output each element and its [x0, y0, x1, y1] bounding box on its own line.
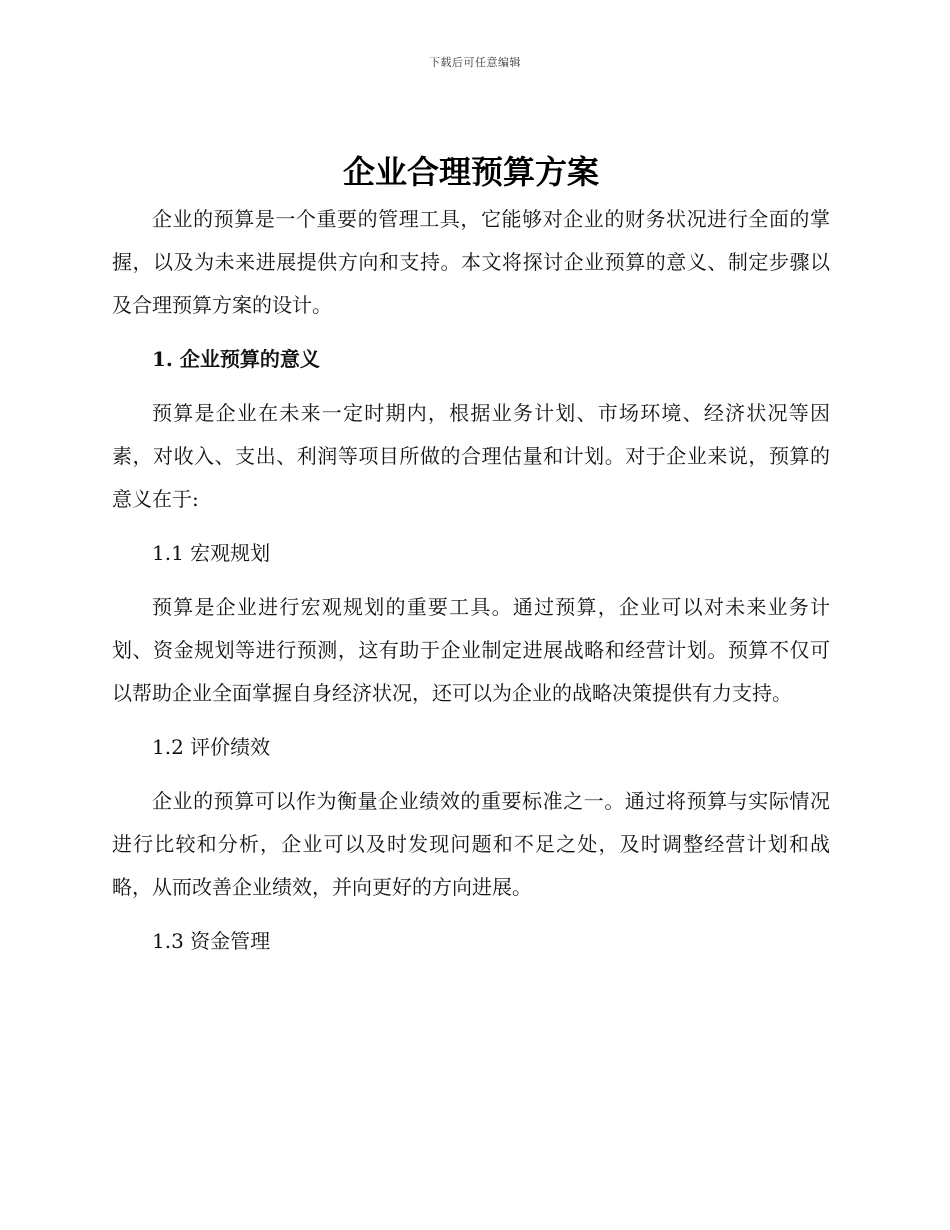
section-heading-1-2: 1.2 评价绩效 [152, 735, 271, 759]
header-note: 下载后可任意编辑 [429, 56, 521, 69]
section-1-paragraph: 预算是企业在未来一定时期内，根据业务计划、市场环境、经济状况等因素，对收入、支出、利润等项目所做的合理估量和计划。对于企业来说，预算的意义在于: [112, 401, 830, 511]
section-heading-1-1: 1.1 宏观规划 [152, 541, 271, 565]
section-heading-1: 1. 企业预算的意义 [152, 347, 320, 371]
section-1-2-paragraph: 企业的预算可以作为衡量企业绩效的重要标准之一。通过将预算与实际情况进行比较和分析，企业可以及时发现问题和不足之处，及时调整经营计划和战略，从而改善企业绩效，并向更好的方向进展。 [112, 789, 830, 899]
section-1-1-paragraph: 预算是企业进行宏观规划的重要工具。通过预算，企业可以对未来业务计划、资金规划等进行预测，这有助于企业制定进展战略和经营计划。预算不仅可以帮助企业全面掌握自身经济状况，还可以为企业的战略决策提供有力支持。 [112, 595, 830, 705]
section-heading-1-3: 1.3 资金管理 [152, 929, 271, 953]
intro-paragraph: 企业的预算是一个重要的管理工具，它能够对企业的财务状况进行全面的掌握，以及为未来进展提供方向和支持。本文将探讨企业预算的意义、制定步骤以及合理预算方案的设计。 [112, 207, 830, 317]
document-title: 企业合理预算方案 [342, 153, 599, 191]
document-body [112, 146, 830, 974]
